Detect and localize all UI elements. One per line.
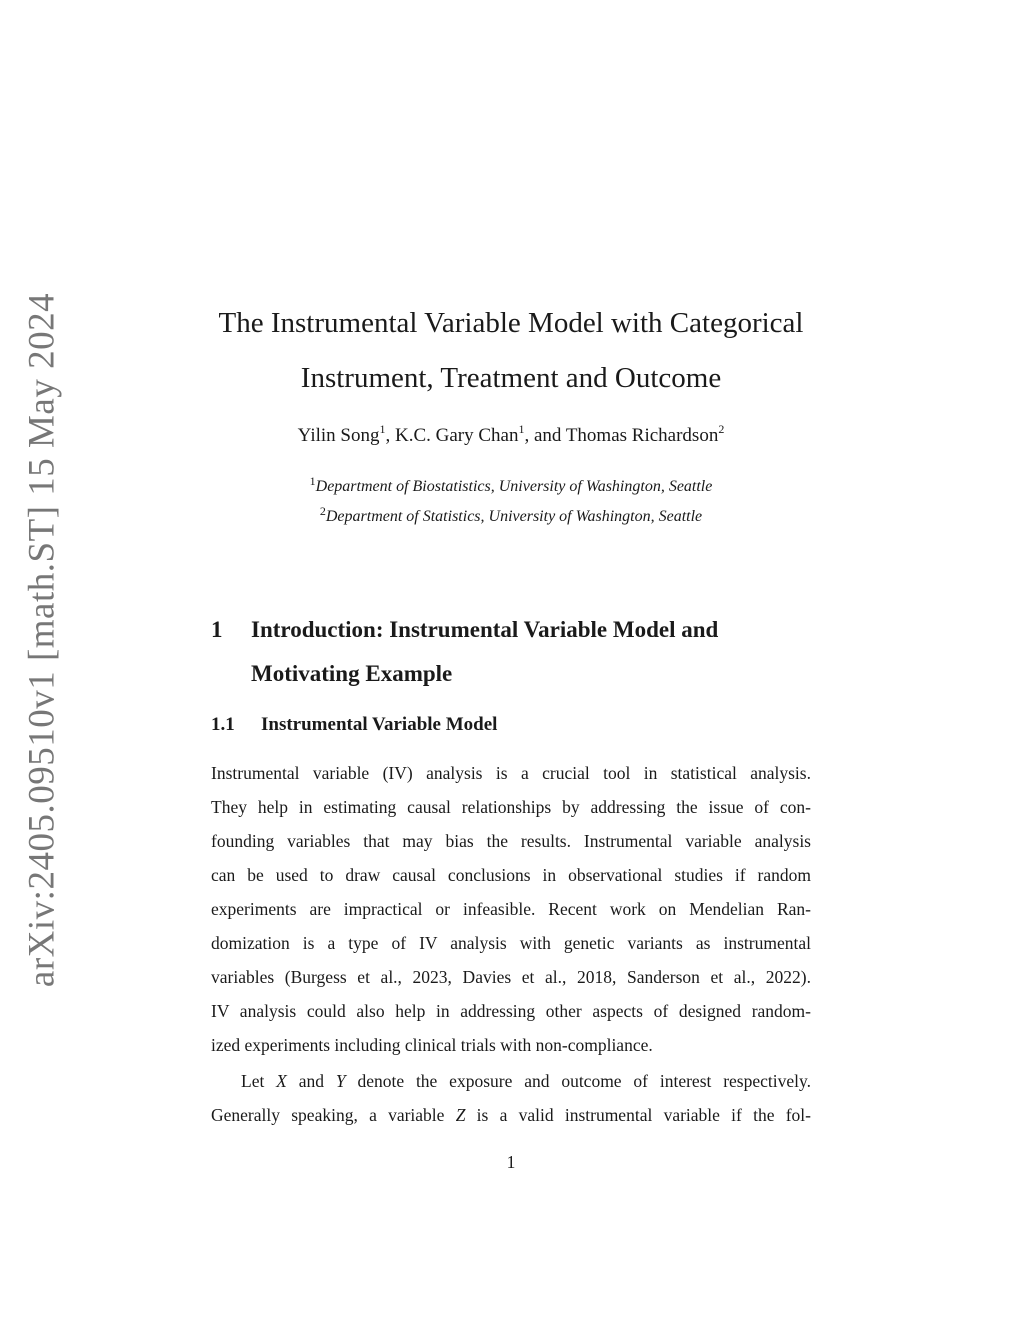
text-run: and <box>286 1071 336 1091</box>
affiliation-2 <box>211 504 811 526</box>
subsection-title: Instrumental Variable Model <box>261 714 498 735</box>
math-variable-x: X <box>276 1071 287 1091</box>
section-title-line-2: Motivating Example <box>251 661 453 686</box>
affiliation-mark: 2 <box>319 504 326 518</box>
author-list <box>211 422 811 447</box>
author-affiliation-mark: 1 <box>379 422 386 436</box>
affiliation-text: Department of Statistics, University of Washington, Seattle <box>325 508 703 525</box>
paragraph-line <box>211 1064 811 1098</box>
paragraph-line: ized experiments including clinical trials with non-compliance. <box>211 1035 653 1055</box>
paragraph-line: experiments are impractical or infeasible. Recent work on Mendelian Ran- <box>211 899 811 919</box>
affiliation-mark: 1 <box>309 474 316 488</box>
paragraph-line: domization is a type of IV analysis with genetic variants as instrumental <box>211 933 811 953</box>
paragraph-line: founding variables that may bias the results. Instrumental variable analysis <box>211 831 811 851</box>
paragraph-line: They help in estimating causal relationships by addressing the issue of con- <box>211 797 811 817</box>
paragraph-1 <box>211 756 811 1062</box>
author-name: Thomas Richardson <box>565 425 719 446</box>
author-separator: , <box>385 425 395 446</box>
paragraph-line: IV analysis could also help in addressing other aspects of designed random- <box>211 1001 811 1021</box>
author-name: K.C. Gary Chan <box>394 425 519 446</box>
text-run: is a valid instrumental variable if the fol- <box>465 1105 811 1125</box>
paragraph-line: variables (Burgess et al., 2023, Davies et al., 2018, Sanderson et al., 2022). <box>211 967 811 987</box>
math-variable-y: Y <box>335 1071 346 1091</box>
paragraph-line: Instrumental variable (IV) analysis is a crucial tool in statistical analysis. <box>211 763 811 783</box>
text-run: Let <box>241 1071 277 1091</box>
paragraph-2 <box>211 1064 811 1132</box>
author-affiliation-mark: 1 <box>518 422 525 436</box>
author-affiliation-mark: 2 <box>718 422 725 436</box>
section-number: 1 <box>211 617 223 642</box>
arxiv-identifier: arXiv:2405.09510v1 [math.ST] 15 May 2024 <box>21 292 63 988</box>
text-run: Generally speaking, a variable <box>211 1105 456 1125</box>
subsection-number: 1.1 <box>211 714 235 735</box>
title-line-1: The Instrumental Variable Model with Categorical <box>218 307 804 339</box>
paragraph-line <box>211 1098 811 1132</box>
page-number: 1 <box>506 1152 516 1172</box>
math-variable-z: Z <box>455 1105 466 1125</box>
section-heading <box>211 608 811 696</box>
text-run: denote the exposure and outcome of interest respectively. <box>345 1071 811 1091</box>
section-title-line-1: Introduction: Instrumental Variable Model and <box>251 617 719 642</box>
author-name: Yilin Song <box>297 425 380 446</box>
author-separator: , and <box>524 425 566 446</box>
subsection-heading <box>211 714 497 736</box>
affiliation-text: Department of Biostatistics, University of Washington, Seattle <box>315 478 713 495</box>
paragraph-line: can be used to draw causal conclusions in observational studies if random <box>211 865 811 885</box>
title-line-2: Instrument, Treatment and Outcome <box>300 362 722 394</box>
paper-title <box>211 296 811 406</box>
affiliation-1 <box>211 474 811 496</box>
